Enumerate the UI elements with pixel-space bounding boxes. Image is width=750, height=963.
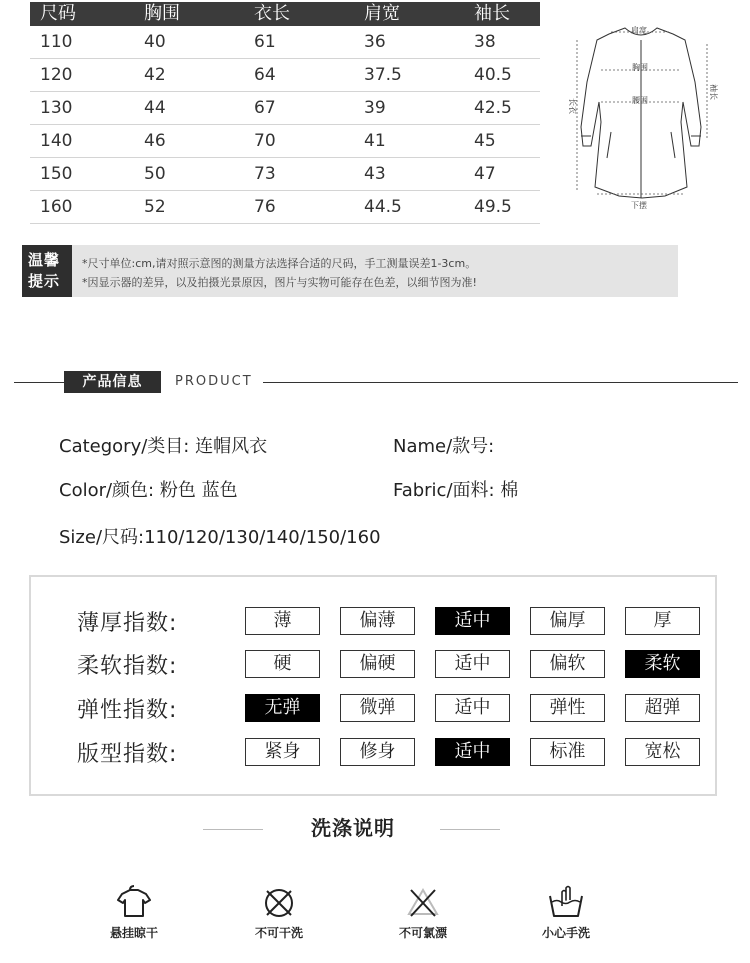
name-info: Name/款号:: [393, 436, 495, 457]
index-option: 厚: [625, 607, 700, 635]
tips-label-line: 温馨: [28, 251, 61, 269]
size-table: [30, 2, 540, 224]
tips-line: *尺寸单位:cm,请对照示意图的测量方法选择合适的尺码，手工测量误差1-3cm。: [82, 257, 477, 270]
table-cell: 49.5: [474, 197, 512, 217]
index-label: 柔软指数:: [77, 653, 178, 679]
table-cell: 45: [474, 131, 496, 151]
hand-wash-icon: [546, 884, 586, 920]
table-cell: 38: [474, 32, 496, 52]
index-option: 紧身: [245, 738, 320, 766]
header-cell: 胸围: [144, 3, 180, 24]
table-cell: 41: [364, 131, 386, 151]
table-cell: 50: [144, 164, 166, 184]
table-cell: 67: [254, 98, 276, 118]
table-cell: 73: [254, 164, 276, 184]
color-info: Color/颜色: 粉色 蓝色: [59, 480, 238, 501]
table-cell: 40.5: [474, 65, 512, 85]
softness-index-row: [77, 649, 720, 679]
table-cell: 130: [40, 98, 73, 118]
table-cell: 42.5: [474, 98, 512, 118]
tips-text: [72, 245, 477, 297]
hang-dry-icon: [114, 884, 154, 920]
tips-line: *因显示器的差异，以及拍摄光景原因，图片与实物可能存在色差，以细节图为准!: [82, 276, 477, 289]
index-option: 宽松: [625, 738, 700, 766]
shoulder-label: 肩宽: [631, 26, 647, 35]
table-cell: 64: [254, 65, 276, 85]
index-label: 弹性指数:: [77, 697, 178, 723]
tips-bar: [22, 245, 678, 297]
index-option: 偏软: [530, 650, 605, 678]
index-option: 偏厚: [530, 607, 605, 635]
size-info: Size/尺码:110/120/130/140/150/160: [59, 527, 381, 548]
header-cell: 袖长: [474, 3, 510, 24]
index-label: 版型指数:: [77, 741, 178, 767]
table-cell: 36: [364, 32, 386, 52]
table-row: [30, 125, 540, 158]
table-cell: 70: [254, 131, 276, 151]
garment-measurement-diagram: [567, 22, 717, 214]
divider: [263, 382, 738, 383]
index-option: 偏硬: [340, 650, 415, 678]
wash-item: [373, 884, 473, 940]
table-row: [30, 191, 540, 224]
table-row: [30, 26, 540, 59]
divider: [203, 829, 263, 830]
table-cell: 43: [364, 164, 386, 184]
header-cell: 衣长: [254, 3, 290, 24]
table-row: [30, 158, 540, 191]
tips-label: [22, 245, 72, 297]
table-cell: 37.5: [364, 65, 402, 85]
index-option: 无弹: [245, 694, 320, 722]
waist-label: 腰围: [632, 96, 648, 105]
length-label: 长衣: [568, 98, 577, 114]
thickness-index-row: [77, 606, 720, 636]
index-option: 适中: [435, 738, 510, 766]
product-info-title: 产品信息: [64, 371, 161, 393]
table-cell: 46: [144, 131, 166, 151]
table-cell: 44: [144, 98, 166, 118]
wash-label: 小心手洗: [541, 926, 590, 940]
table-cell: 110: [40, 32, 73, 52]
wash-label: 不可干洗: [254, 926, 303, 940]
table-cell: 42: [144, 65, 166, 85]
index-option: 微弹: [340, 694, 415, 722]
table-cell: 120: [40, 65, 73, 85]
table-cell: 44.5: [364, 197, 402, 217]
divider: [440, 829, 500, 830]
index-option: 薄: [245, 607, 320, 635]
no-dry-clean-icon: [259, 884, 299, 920]
chest-label: 胸围: [632, 63, 648, 72]
elasticity-index-row: [77, 693, 720, 723]
index-label: 薄厚指数:: [77, 610, 178, 636]
index-option: 适中: [435, 607, 510, 635]
category-info: Category/类目: 连帽风衣: [59, 436, 268, 457]
wash-label: 不可氯漂: [398, 926, 447, 940]
table-cell: 40: [144, 32, 166, 52]
header-cell: 尺码: [40, 3, 76, 24]
table-cell: 150: [40, 164, 73, 184]
table-row: [30, 92, 540, 125]
table-cell: 140: [40, 131, 73, 151]
table-cell: 160: [40, 197, 73, 217]
index-option: 适中: [435, 694, 510, 722]
table-cell: 47: [474, 164, 496, 184]
table-cell: 52: [144, 197, 166, 217]
size-table-header: [30, 2, 540, 26]
header-cell: 肩宽: [364, 3, 400, 24]
no-bleach-icon: [403, 884, 443, 920]
wash-item: [229, 884, 329, 940]
index-option: 适中: [435, 650, 510, 678]
hem-label: 下摆: [631, 201, 647, 210]
index-option: 修身: [340, 738, 415, 766]
fit-index-row: [77, 737, 720, 767]
fabric-index-panel: [29, 575, 717, 796]
index-option: 硬: [245, 650, 320, 678]
index-option: 弹性: [530, 694, 605, 722]
table-row: [30, 59, 540, 92]
index-option: 偏薄: [340, 607, 415, 635]
wash-label: 悬挂晾干: [109, 926, 158, 940]
wash-item: [516, 884, 616, 940]
sleeve-label: 袖长: [709, 84, 718, 100]
table-cell: 76: [254, 197, 276, 217]
table-cell: 39: [364, 98, 386, 118]
product-info-title-en: PRODUCT: [175, 374, 253, 389]
fabric-info: Fabric/面料: 棉: [393, 480, 519, 501]
divider: [14, 382, 64, 383]
wash-item: [84, 884, 184, 940]
tips-label-line: 提示: [28, 272, 61, 290]
index-option: 标准: [530, 738, 605, 766]
wash-title: 洗涤说明: [311, 816, 395, 840]
table-cell: 61: [254, 32, 276, 52]
index-option: 柔软: [625, 650, 700, 678]
index-option: 超弹: [625, 694, 700, 722]
